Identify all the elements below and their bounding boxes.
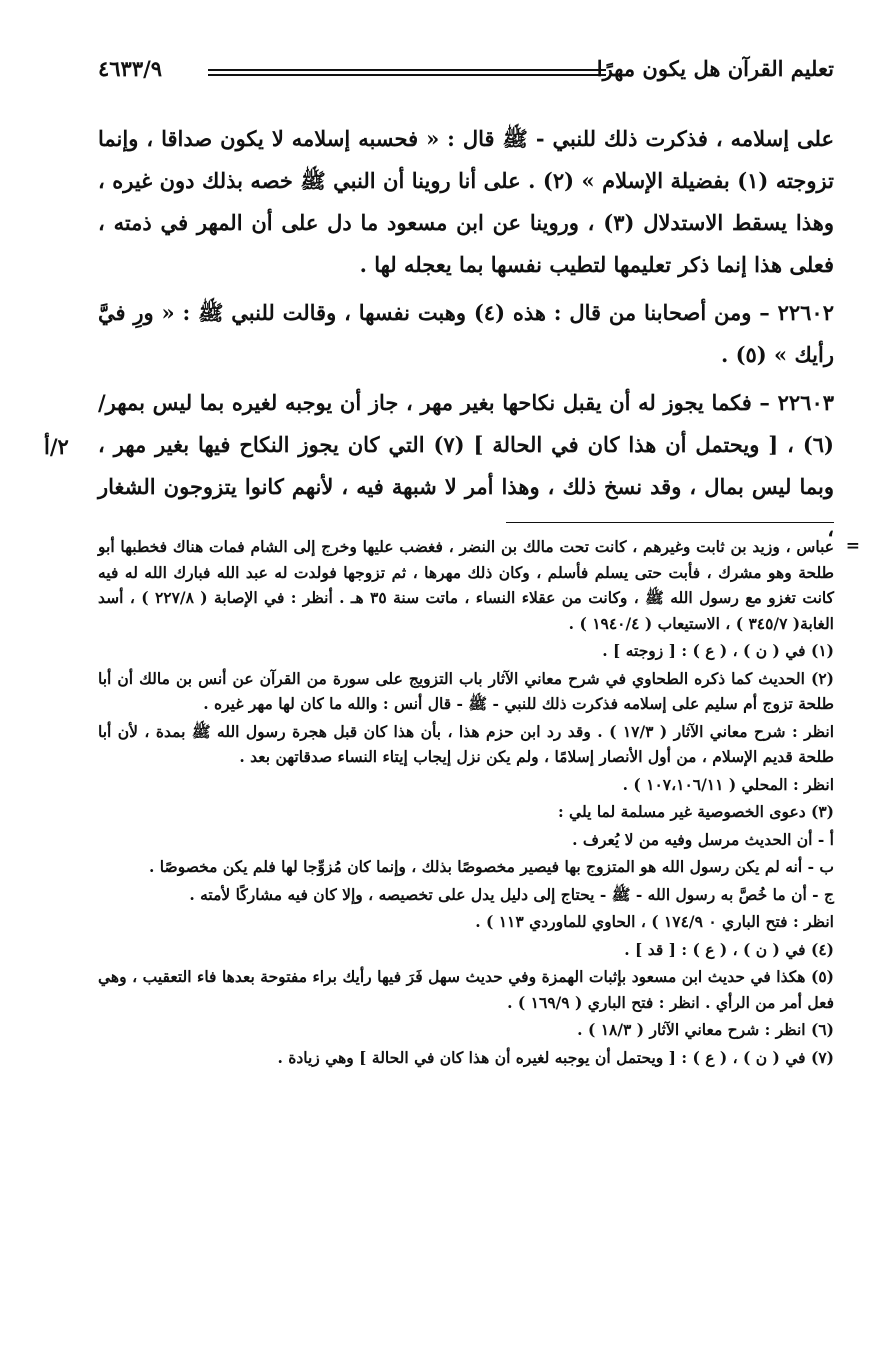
footnote-3-c: ج - أن ما خُصَّ به رسول الله - ﷺ - يحتاج إلى دليل يدل على تخصيصه ، وإلا كان فيه مشاركًا لأمته . — [189, 884, 834, 904]
paragraph-1: على إسلامه ، فذكرت ذلك للنبي - ﷺ قال : « فحسبه إسلامه لا يكون صداقا ، وإنما تزوجته (١) بفضيلة الإسلام » (٢) . على أنا روينا أن النبي ﷺ خصه بذلك دون غيره ، وهذا يسقط الاستدلال (٣) ، وروينا عن ابن مسعود ما دل على أن المهر في ذمته ، فعلى هذا إنما ذكر تعليمها لتطيب نفسها بما يعجله لها . — [98, 126, 834, 277]
paragraph-22603 — [98, 382, 834, 550]
paragraph-number: ٢٢٦٠٢ — [777, 300, 834, 325]
footnote-3: (٣) دعوى الخصوصية غير مسلمة لما يلي : — [557, 802, 834, 821]
footnotes — [98, 534, 860, 1072]
footnote-1: (١) في ( ن ) ، ( ع ) : [ زوجته ] . — [602, 641, 834, 660]
footnote-2: (٢) الحديث كما ذكره الطحاوي في شرح معاني الآثار باب التزويج على سورة من القرآن عن أنس بن مالك أن أبا طلحة تزوج أم سليم على إسلامه فذكرت ذلك للنبي - ﷺ - قال أنس : والله ما كان لها مهر غيره . — [98, 668, 834, 713]
paragraph-text: – فكما يجوز له أن يقبل نكاحها بغير مهر ، جاز أن يوجبه لغيره بما ليس بمهر/ (٦) ، [ ويحتمل أن هذا كان في الحالة ] (٧) التي كان يجوز النكاح فيها بغير مهر ، وبما ليس بمال ، وقد نسخ ذلك ، وهذا أمر لا شبهة فيه ، لأنهم كانوا يتزوجون الشغار ، — [98, 390, 834, 541]
footnote-3-ref: انظر : فتح الباري ٠ ١٧٤/٩ ) ، الحاوي للماوردي ١١٣ ) . — [475, 912, 834, 931]
footnote-continuation: = عباس ، وزيد بن ثابت وغيرهم ، كانت تحت مالك بن النضر ، فغضب عليها وخرج إلى الشام فمات هناك فخطبها أبو طلحة وهو مشرك ، فأبت حتى يسلم فأسلم ، وكان ذلك مهرها ، ثم تزوجها فولدت له عبد الله فبارك الله له فيه كانت تغزو مع رسول الله ﷺ ، وكانت من عقلاء النساء ، ماتت سنة ٣٥ هـ . أنظر : في الإصابة ( ٢٢٧/٨ ) ، أسد الغابة( ٣٤٥/٧ ) ، الاستيعاب ( ١٩٤٠/٤ ) . — [98, 536, 860, 633]
footnote-2-ref-2: انظر : المحلي ( ١٠٧،١٠٦/١١ ) . — [622, 774, 834, 794]
footnote-3-a: أ - أن الحديث مرسل وفيه من لا يُعرف . — [572, 829, 834, 849]
page-number: ٤٦٣٣/٩ — [98, 56, 163, 81]
main-text — [98, 118, 834, 556]
footnote-5: (٥) هكذا في حديث ابن مسعود بإثبات الهمزة وفي حديث سهل فَرَ فيها رأيك براء مفتوحة بعدها فاء التعقيب ، وهي فعل أمر من الرأي . انظر : فتح الباري ( ١٦٩/٩ ) . — [98, 967, 834, 1012]
paragraph-text: – ومن أصحابنا من قال : هذه (٤) وهبت نفسها ، وقالت للنبي ﷺ : « ورِ فيَّ رأيك » (٥) . — [98, 300, 834, 367]
footnote-2-ref: انظر : شرح معاني الآثار ( ١٧/٣ ) . وقد رد ابن حزم هذا ، بأن هذا كان قبل هجرة رسول الله ﷺ بمدة ، لأن أبا طلحة قديم الإسلام ، من أول الأنصار إسلامًا ، ولم يكن نزل إيجاب إيتاء النساء صدقاتهن بعد . — [98, 721, 834, 766]
manuscript-folio-mark: ٢/أ — [44, 434, 69, 459]
page-title: تعليم القرآن هل يكون مهرًا — [596, 56, 834, 81]
footnote-7: (٧) في ( ن ) ، ( ع ) : [ ويحتمل أن يوجبه لغيره أن هذا كان في الحالة ] وهي زيادة . — [277, 1047, 834, 1067]
continuation-mark: = — [845, 536, 860, 556]
paragraph-number: ٢٢٦٠٣ — [777, 390, 835, 415]
footnote-separator — [506, 522, 834, 523]
footnote-3-b: ب - أنه لم يكن رسول الله هو المتزوج بها فيصير مخصوصًا بذلك ، وإنما كان مُزوِّجا لها فلم يكن مخصوصًا . — [149, 857, 834, 876]
footnote-4: (٤) في ( ن ) ، ( ع ) : [ قد ] . — [624, 939, 834, 959]
running-header — [98, 56, 834, 90]
header-rule — [208, 69, 606, 76]
footnote-6: (٦) انظر : شرح معاني الآثار ( ١٨/٣ ) . — [577, 1020, 834, 1039]
paragraph-22602 — [98, 292, 834, 376]
